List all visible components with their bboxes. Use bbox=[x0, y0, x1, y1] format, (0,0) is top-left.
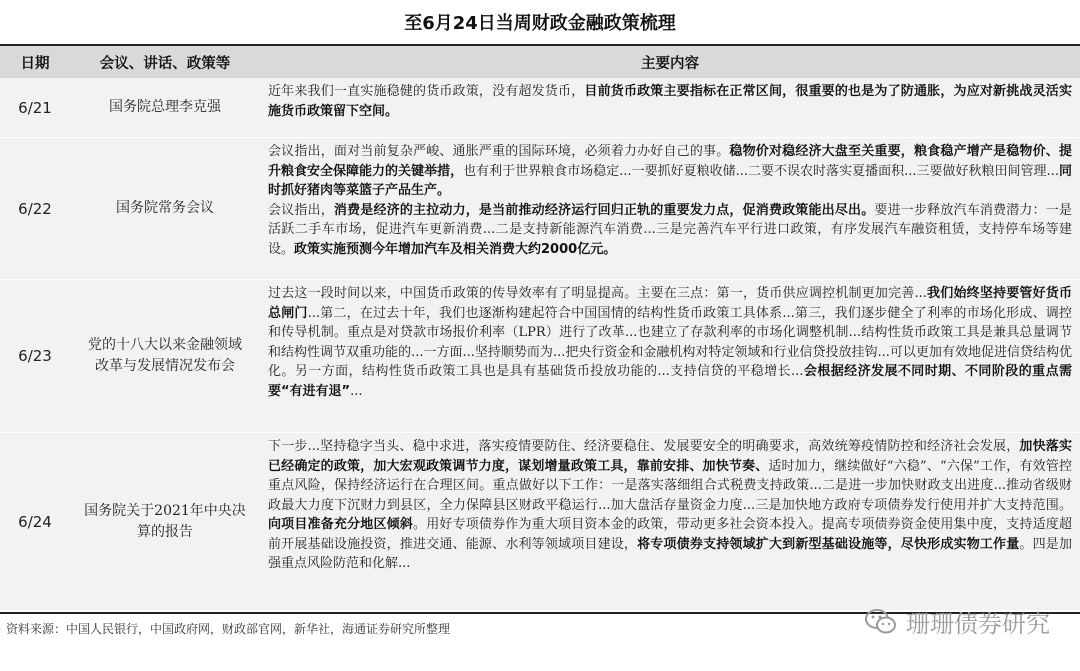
row-meeting: 国务院关于2021年中央决算的报告 bbox=[84, 502, 246, 540]
body-text: 。用好专项债券作为重大项目资本金的政策，带动更多社会资本投入。提高专项债券资金使用集中度，支持适度超前开展基础设施投资，推进交通、能源、水利等领域项目建设， bbox=[268, 517, 1072, 552]
emphasis-text: 将专项债券支持领域扩大到新型基础设施等，尽快形成实物工作量 bbox=[637, 536, 1020, 552]
table-row bbox=[0, 280, 1080, 433]
emphasis-text: 同时抓好猪肉等菜篮子产品生产。 bbox=[268, 163, 1072, 198]
watermark bbox=[864, 604, 1050, 639]
emphasis-text: 向项目准备充分地区倾斜 bbox=[268, 517, 414, 532]
emphasis-text: 政策实施预测今年增加汽车及相关消费大约2000亿元。 bbox=[294, 241, 617, 257]
emphasis-text: 我们始终坚持要管好货币总闸门 bbox=[268, 286, 1072, 321]
emphasis-text: 会根据经济发展不同时期、不同阶段的重点需要“有进有退” bbox=[268, 364, 1072, 399]
row-meeting: 国务院常务会议 bbox=[116, 200, 214, 216]
body-text: 过去这一段时间以来，中国货币政策的传导效率有了明显提高。主要在三点：第一，货币供应调控机制更加完善... bbox=[268, 286, 927, 301]
row-date: 6/21 bbox=[18, 98, 52, 117]
body-text: ...第二，在过去十年，我们也逐渐构建起符合中国国情的结构性货币政策工具体系...第三，我们逐步健全了利率的市场化形成、调控和传导机制。重点是对贷款市场报价利率（LPR）进行了改革...也建立了存款利率的市场化调整机制...结构性货币政策工具是兼具总量调节和结构性调节双重功能的...一方面...坚持顺势而为...把央行资金和金融机构对特定领域和行业信贷投放挂钩...可以更加有效地促进信贷结构优化。另一方面，结构性货币政策工具也是具有基础货币投放功能的...支持信贷的平稳增长... bbox=[268, 305, 1072, 379]
source-note: 资料来源：中国人民银行，中国政府网，财政部官网，新华社，海通证券研究所整理 bbox=[6, 622, 451, 636]
emphasis-text: 稳物价对稳经济大盘至关重要，粮食稳产增产是稳物价、提升粮食安全保障能力的关键举措， bbox=[268, 144, 1072, 179]
row-date: 6/24 bbox=[18, 512, 52, 531]
body-text: 下一步...坚持稳字当头、稳中求进，落实疫情要防住、经济要稳住、发展要安全的明确要求，高效统筹疫情防控和经济社会发展， bbox=[268, 439, 1020, 454]
table-row bbox=[0, 78, 1080, 138]
row-content bbox=[260, 138, 1080, 279]
body-text: 也有利于世界粮食市场稳定...一要抓好夏粮收储...二要不误农时落实夏播面积...三要做好秋粮田间管理... bbox=[463, 163, 1059, 179]
table-row bbox=[0, 138, 1080, 280]
header-content: 主要内容 bbox=[641, 55, 699, 72]
header-date: 日期 bbox=[20, 55, 50, 72]
body-text: 近年来我们一直实施稳健的货币政策，没有超发货币， bbox=[268, 84, 585, 99]
header-meeting: 会议、讲话、政策等 bbox=[99, 55, 231, 72]
body-text: 适时加力，继续做好“六稳”、“六保”工作，有效管控重点风险，保持经济运行在合理区间。重点做好以下工作：一是落实落细组合式税费支持政策...二是进一步加快财政支出进度...推动省级财政最大力度下沉财力到县区，全力保障县区财政平稳运行...加大盘活存量资金力度...三是加快地方政府专项债券发行使用并扩大支持范围。 bbox=[268, 458, 1072, 513]
body-text: ... bbox=[350, 383, 363, 399]
body-text: 会议指出，面对当前复杂严峻、通胀严重的国际环境，必须着力办好自己的事。 bbox=[268, 144, 730, 159]
wechat-icon bbox=[864, 608, 898, 636]
row-date: 6/23 bbox=[18, 347, 52, 365]
row-meeting: 党的十八大以来金融领域改革与发展情况发布会 bbox=[88, 337, 242, 374]
row-content bbox=[260, 433, 1080, 610]
emphasis-text: 加快落实已经确定的政策，加大宏观政策调节力度，谋划增量政策工具，靠前安排、加快节奏、 bbox=[268, 439, 1072, 474]
row-meeting: 国务院总理李克强 bbox=[109, 99, 221, 115]
table-title: 至6月24日当周财政金融政策梳理 bbox=[0, 0, 1080, 46]
table-row bbox=[0, 433, 1080, 611]
body-text: 要进一步释放汽车消费潜力：一是活跃二手车市场，促进汽车更新消费...二是支持新能源汽车消费...三是完善汽车平行进口政策，有序发展汽车融资租赁，支持停车场等建设。 bbox=[268, 202, 1072, 257]
body-text: 。四是加强重点风险防范和化解... bbox=[268, 536, 1072, 571]
row-content bbox=[260, 280, 1080, 432]
table-header bbox=[0, 46, 1080, 78]
emphasis-text: 目前货币政策主要指标在正常区间，很重要的也是为了防通胀，为应对新挑战灵活实施货币政策留下空间。 bbox=[268, 84, 1072, 119]
emphasis-text: 消费是经济的主拉动力，是当前推动经济运行回归正轨的重要发力点，促消费政策能出尽出。 bbox=[333, 202, 875, 218]
row-date: 6/22 bbox=[18, 199, 52, 218]
watermark-text: 珊珊债券研究 bbox=[906, 610, 1050, 638]
row-content bbox=[260, 78, 1080, 137]
body-text: 会议指出， bbox=[268, 202, 334, 218]
